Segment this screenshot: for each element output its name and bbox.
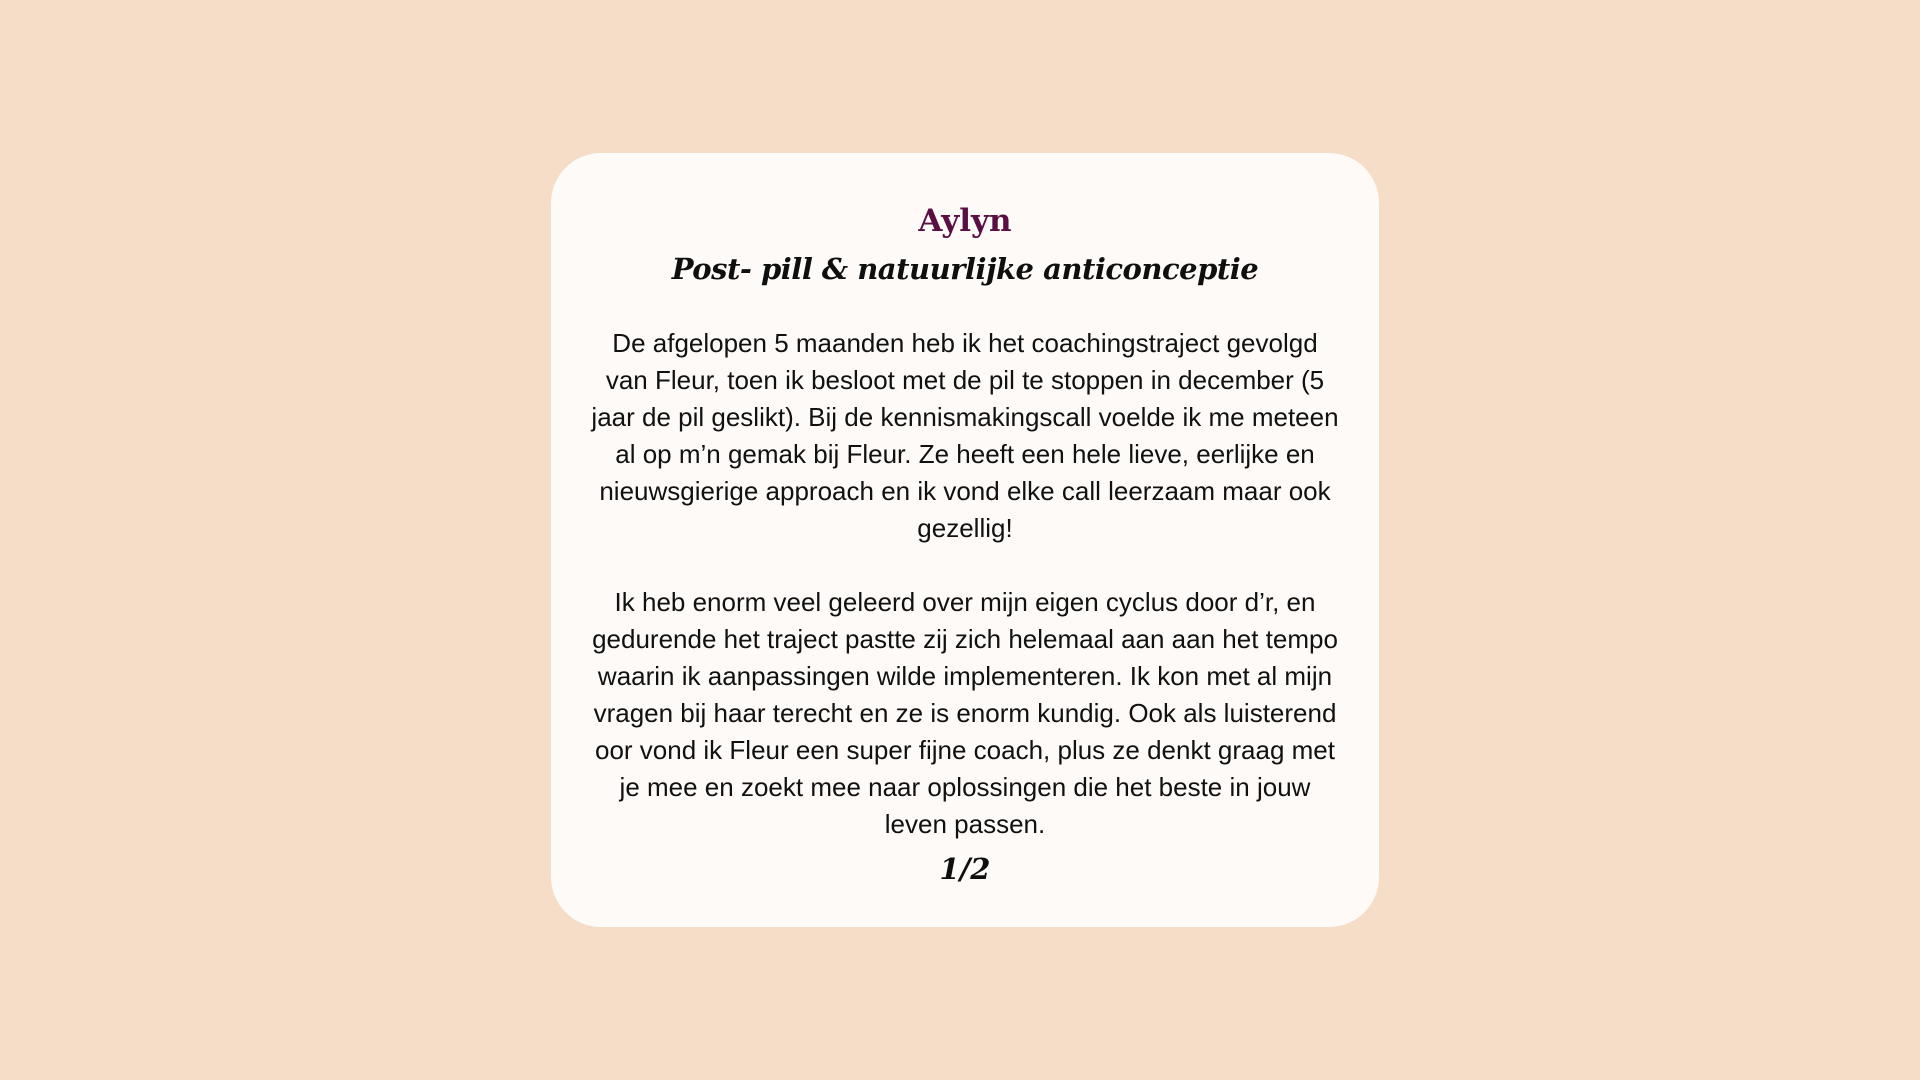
testimonial-paragraph-2: Ik heb enorm veel geleerd over mijn eigen cyclus door d’r, en gedurende het traject pastte zij zich helemaal aan aan het tempo waarin ik aanpassingen wilde implementeren. Ik kon met al mijn vragen bij haar terecht en ze is enorm kundig. Ook als luisterend oor vond ik Fleur een super fijne coach, plus ze denkt graag met je mee en zoekt mee naar oplossingen die het beste in jouw leven passen. — [592, 587, 1338, 839]
testimonial-paragraph-1: De afgelopen 5 maanden heb ik het coachingstraject gevolgd van Fleur, toen ik besloot met de pil te stoppen in december (5 jaar de pil geslikt). Bij de kennismakingscall voelde ik me meteen al op m’n gemak bij Fleur. Ze heeft een hele lieve, eerlijke en nieuwsgierige approach en ik vond elke call leerzaam maar ook gezellig! — [591, 328, 1339, 543]
testimonial-subtitle: Post- pill & natuurlijke anticonceptie — [671, 252, 1259, 286]
testimonial-author-name: Aylyn — [918, 203, 1012, 239]
testimonial-card — [551, 153, 1379, 927]
page-indicator: 1/2 — [939, 852, 991, 886]
